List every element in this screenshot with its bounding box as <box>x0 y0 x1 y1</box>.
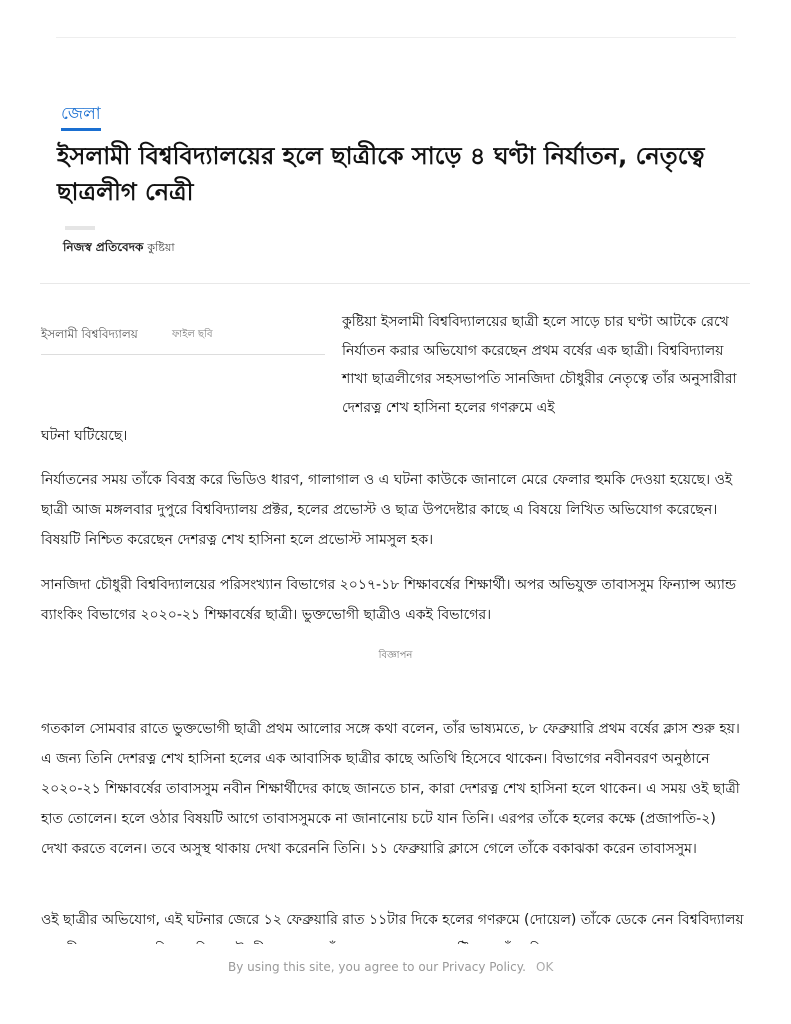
body-paragraph-3: গতকাল সোমবার রাতে ভুক্তভোগী ছাত্রী প্রথম আলোর সঙ্গে কথা বলেন, তাঁর ভাষ্যমতে, ৮ ফেব্রুয়ারি প্রথম বর্ষের ক্লাস শুরু হয়। এ জন্য তিনি দেশরত্ন শেখ হাসিনা হলের এক আবাসিক ছাত্রীর কাছে অতিথি হিসেবে থাকেন। বিভাগের নবীনবরণ অনুষ্ঠানে ২০২০-২১ শিক্ষাবর্ষের তাবাসসুম নবীন শিক্ষার্থীদের কাছে জানতে চান, কারা দেশরত্ন শেখ হাসিনা হলে থাকেন। এ সময় ওই ছাত্রী হাত তোলেন। হলে ওঠার বিষয়টি আগে তাবাসসুমকে না জানানোয় চটে যান তিনি। এরপর তাঁকে হলের কক্ষে (প্রজাপতি-২) দেখা করতে বলেন। তবে অসুস্থ থাকায় দেখা করেননি তিনি। ১১ ফেব্রুয়ারি ক্লাসে গেলে তাঁকে বকাঝকা করেন তাবাসসুম। <box>41 721 740 857</box>
author-name[interactable]: নিজস্ব প্রতিবেদক <box>63 240 144 254</box>
location-label: কুষ্টিয়া <box>147 241 175 254</box>
top-divider <box>56 37 736 38</box>
lead-paragraph-end: ঘটনা ঘটিয়েছে। <box>41 428 128 444</box>
section-link[interactable]: জেলা <box>61 104 101 131</box>
body-paragraph-2: সানজিদা চৌধুরী বিশ্ববিদ্যালয়ের পরিসংখ্যান বিভাগের ২০১৭-১৮ শিক্ষাবর্ষের শিক্ষার্থী। অপর অভিযুক্ত তাবাসসুম ফিন্যান্স অ্যান্ড ব্যাংকিং বিভাগের ২০২০-২১ শিক্ষাবর্ষের ছাত্রী। ভুক্তভোগী ছাত্রীও একই বিভাগের। <box>41 577 737 623</box>
image-caption: ইসলামী বিশ্ববিদ্যালয় <box>41 327 138 341</box>
meta-divider <box>40 283 750 284</box>
body-paragraph-1: নির্যাতনের সময় তাঁকে বিবস্ত্র করে ভিডিও ধারণ, গালাগাল ও এ ঘটনা কাউকে জানালে মেরে ফেলার হুমকি দেওয়া হয়েছে। ওই ছাত্রী আজ মঙ্গলবার দুপুরে বিশ্ববিদ্যালয় প্রক্টর, হলের প্রভোস্ট ও ছাত্র উপদেষ্টার কাছে এ বিষয়ে লিখিত অভিযোগ করেছেন। বিষয়টি নিশ্চিত করেছেন দেশরত্ন শেখ হাসিনা হলে প্রভোস্ট সামসুল হক। <box>41 472 733 548</box>
byline-accent <box>65 226 95 230</box>
cookie-ok-button[interactable]: OK <box>536 960 554 974</box>
cookie-message: By using this site, you agree to our Privacy Policy. <box>228 960 526 974</box>
lead-paragraph: কুষ্টিয়া ইসলামী বিশ্ববিদ্যালয়ের ছাত্রী হলে সাড়ে চার ঘণ্টা আটকে রেখে নির্যাতন করার অভিযোগ করেছেন প্রথম বর্ষের এক ছাত্রী। বিশ্ববিদ্যালয় শাখা ছাত্রলীগের সহসভাপতি সানজিদা চৌধুরীর নেতৃত্বে তাঁর অনুসারীরা দেশরত্ন শেখ হাসিনা হলের গণরুমে এই <box>342 314 737 416</box>
advertisement-label: বিজ্ঞাপন <box>378 650 413 661</box>
cookie-consent-bar <box>0 944 791 1024</box>
article-image-caption <box>41 312 325 355</box>
article-headline: ইসলামী বিশ্ববিদ্যালয়ের হলে ছাত্রীকে সাড়ে ৪ ঘণ্টা নির্যাতন, নেতৃত্বে ছাত্রলীগ নেত্রী <box>57 142 705 206</box>
byline <box>63 239 175 259</box>
body-paragraph-4: ওই ছাত্রীর অভিযোগ, এই ঘটনার জেরে ১২ ফেব্রুয়ারি রাত ১১টার দিকে হলের গণরুমে (দোয়েল) তাঁকে ডেকে নেন বিশ্ববিদ্যালয় <box>41 912 744 928</box>
image-credit: ফাইল ছবি <box>172 329 213 340</box>
